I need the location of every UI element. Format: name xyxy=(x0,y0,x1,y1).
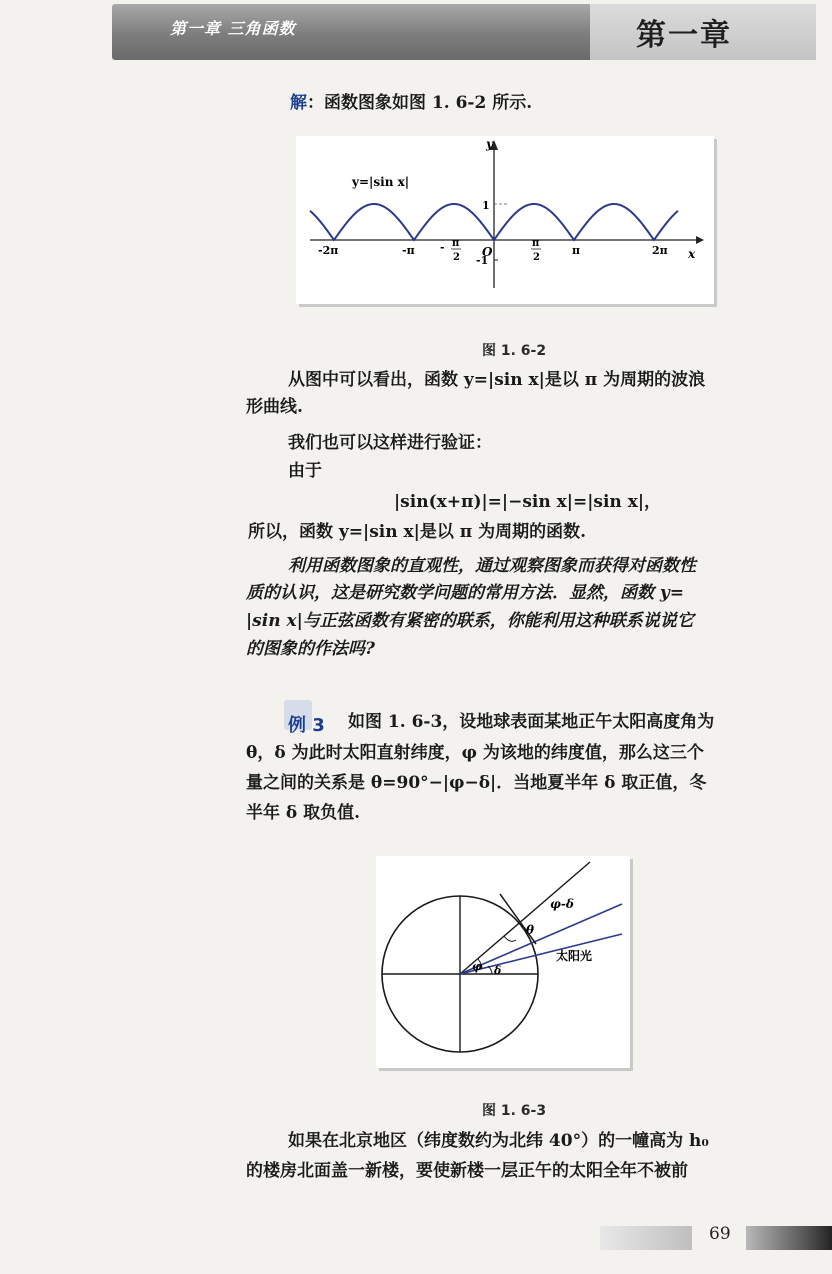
formula-text: |sin(x+π)|=|−sin x|=|sin x|， xyxy=(394,492,662,512)
tick-2pi: 2π xyxy=(652,244,668,257)
para5-line4: 的图象的作法吗? xyxy=(246,639,375,659)
tick-pi: π xyxy=(572,244,581,257)
figure1-caption: 图 1. 6-2 xyxy=(482,343,547,359)
label-theta: θ xyxy=(526,923,535,937)
label-sunlight: 太阳光 xyxy=(556,949,593,963)
x-axis-label: x xyxy=(688,247,696,261)
example3-line3: 量之间的关系是 θ=90°−|φ−δ|．当地夏半年 δ 取正值，冬 xyxy=(246,773,707,793)
sunlight-ray-bottom xyxy=(460,934,622,974)
sunlight-ray-top xyxy=(460,904,622,974)
para3-text: 由于 xyxy=(288,461,322,481)
tick-minus-half-pi-den: 2 xyxy=(453,252,460,263)
para5-line2: 质的认识，这是研究数学问题的常用方法．显然，函数 y= xyxy=(246,583,685,603)
figure-sine-abs xyxy=(296,136,714,304)
figure2-caption: 图 1. 6-3 xyxy=(482,1103,547,1119)
tick-minus-half-pi-sign: - xyxy=(440,241,445,254)
example3-line1: 如图 1. 6-3，设地球表面某地正午太阳高度角为 xyxy=(348,712,715,732)
para4-text: 所以，函数 y=|sin x|是以 π 为周期的函数. xyxy=(248,522,587,542)
figure-sun-angle xyxy=(376,856,630,1068)
example3-line4: 半年 δ 取负值. xyxy=(246,803,361,823)
tick-half-pi-den: 2 xyxy=(533,252,540,263)
y-minus-one-label: -1 xyxy=(476,254,489,267)
solution-line xyxy=(290,90,532,116)
theta-arc xyxy=(504,936,516,941)
label-delta: δ xyxy=(494,964,502,977)
para2-text: 我们也可以这样进行验证： xyxy=(288,433,492,453)
tick-minus-2pi: -2π xyxy=(318,244,339,257)
chapter-tab-text: 第一章 xyxy=(636,18,732,53)
example3-label: 例 3 xyxy=(288,715,325,736)
solution-text: ：函数图象如图 1. 6-2 所示. xyxy=(307,93,533,113)
para5-line1: 利用函数图象的直观性，通过观察图象而获得对函数性 xyxy=(288,556,696,576)
footer-decor-left xyxy=(600,1226,692,1250)
para1-line2: 形曲线. xyxy=(246,397,303,417)
footer-decor-right xyxy=(746,1226,832,1250)
figure-sine-abs-svg xyxy=(296,136,714,304)
tick-minus-half-pi-num: π xyxy=(452,238,460,249)
para6-line1: 如果在北京地区（纬度数约为北纬 40°）的一幢高为 h₀ xyxy=(288,1131,709,1151)
example3-line2: θ，δ 为此时太阳直射纬度，φ 为该地的纬度值，那么这三个 xyxy=(246,743,704,763)
figure-sun-angle-svg xyxy=(376,856,630,1068)
tick-minus-pi: -π xyxy=(402,244,415,257)
chapter-header-text: 第一章 三角函数 xyxy=(170,19,296,38)
x-axis-arrow-icon xyxy=(696,236,704,244)
solution-label: 解 xyxy=(290,93,307,113)
origin-label: O xyxy=(482,245,493,259)
tick-half-pi-num: π xyxy=(532,238,540,249)
label-phi-delta: φ-δ xyxy=(550,897,574,911)
page-number: 69 xyxy=(709,1224,731,1244)
para5-line3: |sin x|与正弦函数有紧密的联系，你能利用这种联系说说它 xyxy=(246,611,694,631)
para1-line1: 从图中可以看出，函数 y=|sin x|是以 π 为周期的波浪 xyxy=(288,370,706,390)
y-one-label: 1 xyxy=(482,199,490,212)
label-phi: φ xyxy=(472,960,482,973)
para6-line2: 的楼房北面盖一新楼，要使新楼一层正午的太阳全年不被前 xyxy=(246,1161,688,1181)
y-axis-label: y xyxy=(486,137,493,151)
curve-label: y=|sin x| xyxy=(352,175,410,189)
